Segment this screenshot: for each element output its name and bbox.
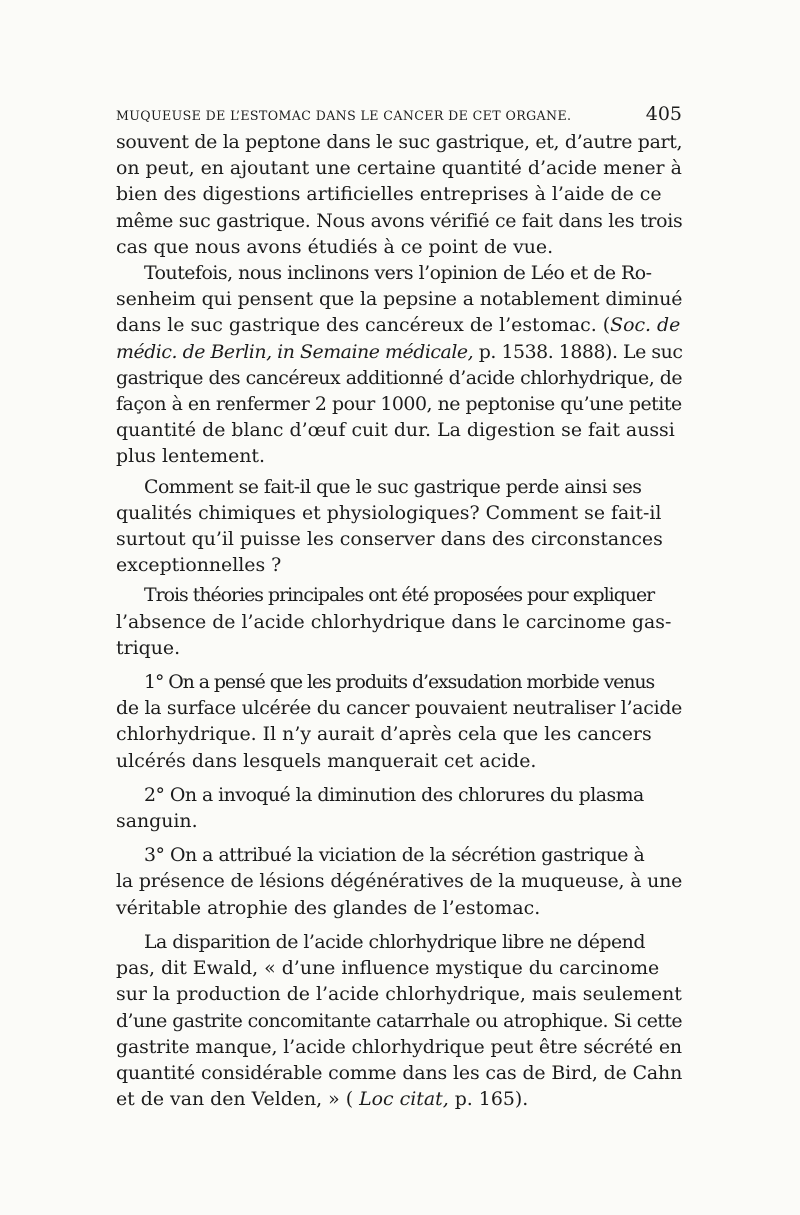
citation-italic: Loc citat, <box>359 1088 449 1111</box>
paragraph <box>116 474 682 579</box>
citation-italic: Soc. de <box>610 314 681 337</box>
text-line: gastrique des cancéreux additionné d’acide chlorhydrique, de <box>116 366 683 389</box>
paragraph <box>116 669 682 774</box>
text-line <box>116 312 682 338</box>
paragraph <box>116 842 682 921</box>
text-line: même suc gastrique. Nous avons vérifié ce fait dans les trois <box>116 209 683 232</box>
text-line: façon à en renfermer 2 pour 1000, ne peptonise qu’une petite <box>116 393 682 416</box>
text-line: Toutefois, nous inclinons vers l’opinion de Léo et de Ro- <box>144 262 652 285</box>
book-page <box>116 103 682 1112</box>
text-line: sanguin. <box>116 810 198 833</box>
text-line: gastrite manque, l’acide chlorhydrique peut être sécrété en <box>116 1035 682 1058</box>
text-line: chlorhydrique. Il n’y aurait d’après cela que les cancers <box>116 723 652 746</box>
text-line: on peut, en ajoutant une certaine quantité d’acide mener à <box>116 157 682 180</box>
text-line <box>116 339 682 365</box>
running-head <box>116 103 682 125</box>
text-line: d’une gastrite concomitante catarrhale ou atrophique. Si cette <box>116 1009 682 1032</box>
text-line: de la surface ulcérée du cancer pouvaient neutraliser l’acide <box>116 697 683 720</box>
running-title: MUQUEUSE DE L’ESTOMAC DANS LE CANCER DE CET ORGANE. <box>116 108 572 123</box>
text-line: souvent de la peptone dans le suc gastrique, et, d’autre part, <box>116 131 683 153</box>
text-line: pas, dit Ewald, « d’une influence mystique du carcinome <box>116 957 660 980</box>
text-span: dans le suc gastrique des cancéreux de l’estomac. ( <box>116 314 611 337</box>
text-span: et de van den Velden, » ( <box>116 1088 360 1111</box>
text-line: Comment se fait-il que le suc gastrique perde ainsi ses <box>144 475 642 498</box>
text-line: 3° On a attribué la viciation de la sécrétion gastrique à <box>144 844 645 867</box>
text-line: trique. <box>116 636 181 659</box>
text-line: véritable atrophie des glandes de l’estomac. <box>116 896 541 919</box>
text-line: l’absence de l’acide chlorhydrique dans le carcinome gas- <box>116 610 672 633</box>
text-line: 2° On a invoqué la diminution des chlorures du plasma <box>144 783 644 806</box>
text-line <box>116 1086 682 1112</box>
text-line: la présence de lésions dégénératives de la muqueuse, à une <box>116 870 683 893</box>
citation-italic: médic. de Berlin, in Semaine médicale, <box>116 340 474 363</box>
body-text <box>116 129 682 1112</box>
text-line: quantité de blanc d’œuf cuit dur. La digestion se fait aussi <box>116 419 675 442</box>
paragraph <box>116 260 682 470</box>
text-line: La disparition de l’acide chlorhydrique libre ne dépend <box>144 930 645 953</box>
text-line: quantité considérable comme dans les cas de Bird, de Cahn <box>116 1061 683 1084</box>
text-line: plus lentement. <box>116 445 266 468</box>
paragraph <box>116 129 682 260</box>
text-line: exceptionnelles ? <box>116 554 282 577</box>
text-line: cas que nous avons étudiés à ce point de vue. <box>116 235 554 258</box>
text-line: sur la production de l’acide chlorhydrique, mais seulement <box>116 983 682 1006</box>
text-line: ulcérés dans lesquels manquerait cet acide. <box>116 749 537 772</box>
text-span: p. 1538. 1888). Le suc <box>473 340 683 363</box>
text-line: Trois théories principales ont été proposées pour expliquer <box>144 584 655 607</box>
text-line: bien des digestions artificielles entreprises à l’aide de ce <box>116 183 662 206</box>
text-line: surtout qu’il puisse les conserver dans des circonstances <box>116 528 663 551</box>
text-span: p. 165). <box>448 1088 529 1111</box>
paragraph <box>116 929 682 1112</box>
text-line: 1° On a pensé que les produits d’exsudation morbide venus <box>144 671 655 694</box>
paragraph <box>116 782 682 834</box>
text-line: senheim qui pensent que la pepsine a notablement diminué <box>116 288 683 311</box>
paragraph <box>116 582 682 661</box>
text-line: qualités chimiques et physiologiques? Comment se fait-il <box>116 501 662 524</box>
page-number: 405 <box>645 103 682 125</box>
